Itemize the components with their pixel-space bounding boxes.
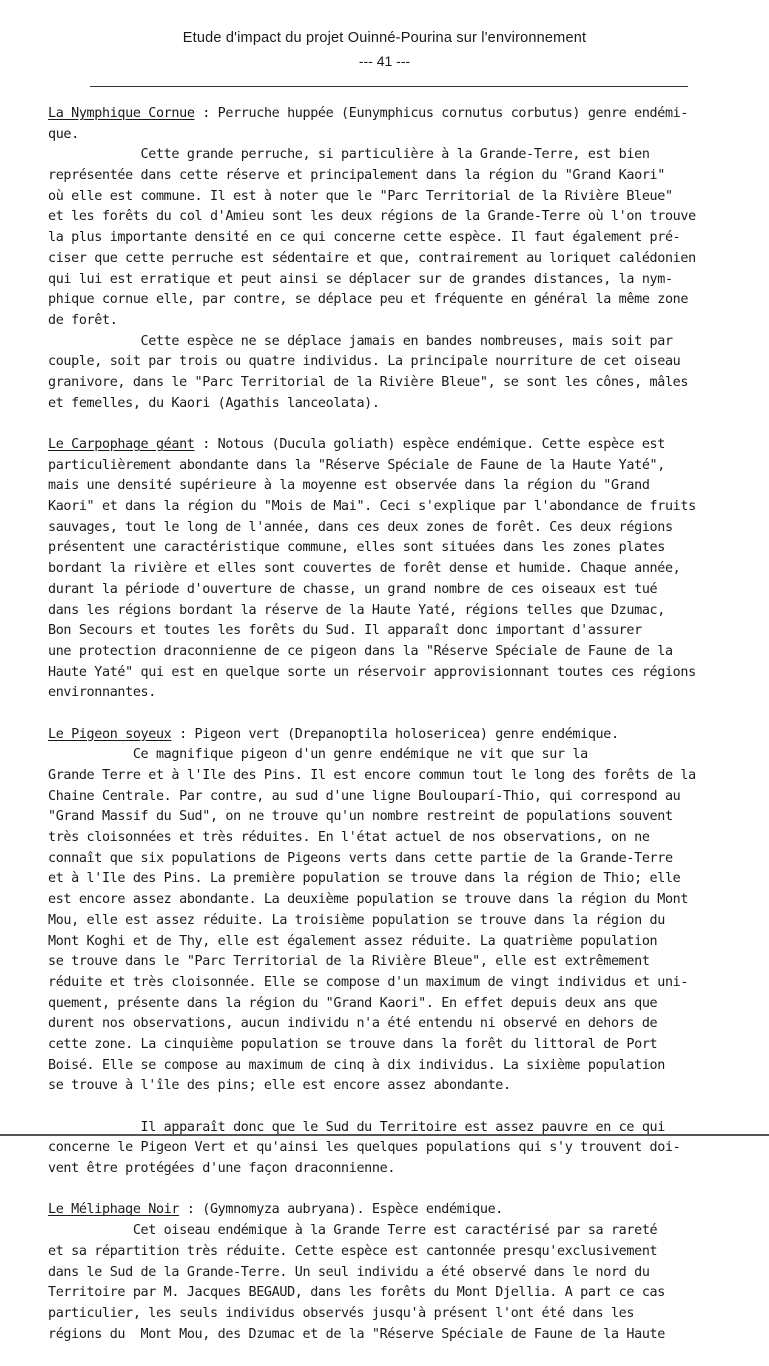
text-line: Cette grande perruche, si particulière à la Grande-Terre, est bien — [48, 147, 650, 163]
text-line: présentent une caractéristique commune, elles sont situées dans les zones plates — [48, 540, 665, 556]
text-line: se trouve à l'île des pins; elle est encore assez abondante. — [48, 1078, 511, 1094]
text-line: et sa répartition très réduite. Cette espèce est cantonnée presqu'exclusivement — [48, 1243, 658, 1259]
text-line: une protection draconnienne de ce pigeon dans la "Réserve Spéciale de Faune de la — [48, 643, 673, 659]
text-line: régions du Mont Mou, des Dzumac et de la "Réserve Spéciale de Faune de la Haute — [48, 1326, 665, 1342]
document-body — [48, 104, 738, 1366]
text-line: quement, présente dans la région du "Grand Kaori". En effet depuis deux ans que — [48, 995, 658, 1011]
text-line: de forêt. — [48, 312, 118, 328]
section-title: Le Pigeon soyeux — [48, 726, 172, 742]
text-line: Il apparaît donc que le Sud du Territoire est assez pauvre en ce qui — [48, 1119, 665, 1135]
document-title: Etude d'impact du projet Ouinné-Pourina sur l'environnement — [182, 30, 587, 46]
text-line: où elle est commune. Il est à noter que le "Parc Territorial de la Rivière Bleue" — [48, 188, 673, 204]
text-line: Territoire par M. Jacques BEGAUD, dans les forêts du Mont Djellia. A part ce cas — [48, 1285, 665, 1301]
text-line: "Grand Massif du Sud", on ne trouve qu'un nombre restreint de populations souvent — [48, 809, 673, 825]
text-line: couple, soit par trois ou quatre individus. La principale nourriture de cet oiseau — [48, 354, 681, 370]
section-title: Le Carpophage géant — [48, 437, 195, 452]
section-heading-line — [48, 435, 738, 456]
text-line: et les forêts du col d'Amieu sont les deux régions de la Grande-Terre où l'on trouve — [48, 209, 696, 225]
text-line: Mont Koghi et de Thy, elle est également assez réduite. La quatrième population — [48, 933, 658, 949]
species-section — [48, 1200, 738, 1345]
header-rule — [90, 86, 688, 87]
section-line-text: : Pigeon vert (Drepanoptila holosericea) genre endémique. — [171, 726, 619, 742]
section-line-text: : Notous (Ducula goliath) espèce endémique. Cette espèce est — [194, 437, 665, 452]
species-section — [48, 725, 738, 1180]
text-line: Haute Yaté" qui est en quelque sorte un réservoir approvisionnant toutes ces régions — [48, 664, 696, 680]
text-line: réduite et très cloisonnée. Elle se compose d'un maximum de vingt individus et uni- — [48, 974, 689, 990]
section-heading-line — [48, 104, 738, 125]
species-section — [48, 104, 738, 414]
text-line: environnantes. — [48, 685, 156, 701]
section-line-text: : (Gymnomyza aubryana). Espèce endémique. — [179, 1202, 504, 1218]
text-line: durent nos observations, aucun individu n'a été entendu ni observé en dehors de — [48, 1016, 658, 1032]
section-title: La Nymphique Cornue — [48, 106, 195, 121]
text-line: représentée dans cette réserve et principalement dans la région du "Grand Kaori" — [48, 168, 665, 184]
text-line: très cloisonnées et très réduites. En l'état actuel de nos observations, on ne — [48, 830, 650, 846]
text-line: se trouve dans le "Parc Territorial de la Rivière Bleue", elle est extrêmement — [48, 954, 650, 970]
page-number: --- 41 --- — [358, 53, 411, 69]
text-line: Chaine Centrale. Par contre, au sud d'une ligne Boulouparí-Thio, qui correspond au — [48, 788, 681, 804]
text-line: bordant la rivière et elles sont couvertes de forêt dense et humide. Chaque année, — [48, 561, 681, 577]
text-line: particulier, les seuls individus observés jusqu'à présent l'ont été dans les — [48, 1305, 635, 1321]
text-line: qui lui est erratique et peut ainsi se déplacer sur de grandes distances, la nym- — [48, 271, 673, 287]
text-line: cette zone. La cinquième population se trouve dans la forêt du littoral de Port — [48, 1036, 658, 1052]
species-section — [48, 435, 738, 704]
section-heading-line — [48, 725, 738, 746]
text-line: que. — [48, 126, 79, 142]
text-line: Grande Terre et à l'Ile des Pins. Il est encore commun tout le long des forêts de la — [48, 768, 696, 783]
text-line: durant la période d'ouverture de chasse, un grand nombre de ces oiseaux est tué — [48, 581, 658, 597]
text-line: vent être protégées d'une façon draconnienne. — [48, 1161, 396, 1177]
section-line-text: : Perruche huppée (Eunymphicus cornutus corbutus) genre endémi- — [194, 106, 689, 121]
bottom-edge-line — [0, 1134, 769, 1136]
text-line: ciser que cette perruche est sédentaire et que, contrairement au loriquet calédonien — [48, 250, 696, 266]
text-line: dans le Sud de la Grande-Terre. Un seul individu a été observé dans le nord du — [48, 1264, 650, 1280]
text-line: particulièrement abondante dans la "Réserve Spéciale de Faune de la Haute Yaté", — [48, 457, 665, 473]
text-line: Bon Secours et toutes les forêts du Sud. Il apparaît donc important d'assurer — [48, 623, 642, 639]
text-line: granivore, dans le "Parc Territorial de la Rivière Bleue", se sont les cônes, mâles — [48, 374, 689, 390]
text-line: dans les régions bordant la réserve de la Haute Yaté, régions telles que Dzumac, — [48, 602, 665, 618]
section-title: Le Méliphage Noir — [48, 1202, 180, 1218]
text-line: est encore assez abondante. La deuxième population se trouve dans la région du Mont — [48, 892, 689, 908]
section-heading-line — [48, 1200, 738, 1221]
text-line: la plus importante densité en ce qui concerne cette espèce. Il faut également pré- — [48, 230, 681, 246]
text-line: concerne le Pigeon Vert et qu'ainsi les quelques populations qui s'y trouvent doi- — [48, 1140, 681, 1156]
text-line: Cet oiseau endémique à la Grande Terre est caractérisé par sa rareté — [48, 1223, 658, 1239]
text-line: phique cornue elle, par contre, se déplace peu et fréquente en général la même zone — [48, 292, 689, 308]
text-line: Cette espèce ne se déplace jamais en bandes nombreuses, mais soit par — [48, 333, 673, 349]
text-line: et à l'Ile des Pins. La première population se trouve dans la région de Thio; elle — [48, 871, 681, 887]
text-line: Boisé. Elle se compose au maximum de cinq à dix individus. La sixième population — [48, 1057, 665, 1073]
text-line: et femelles, du Kaori (Agathis lanceolata). — [48, 395, 380, 411]
text-line: connaît que six populations de Pigeons verts dans cette partie de la Grande-Terre — [48, 850, 673, 866]
text-line: Kaori" et dans la région du "Mois de Mai". Ceci s'explique par l'abondance de fruits — [48, 499, 696, 515]
text-line: Ce magnifique pigeon d'un genre endémique ne vit que sur la — [48, 747, 588, 763]
text-line: mais une densité supérieure à la moyenne est observée dans la région du "Grand — [48, 478, 650, 494]
text-line — [48, 1097, 738, 1118]
text-line: sauvages, tout le long de l'année, dans ces deux zones de forêt. Ces deux régions — [48, 519, 673, 535]
text-line: Mou, elle est assez réduite. La troisième population se trouve dans la région du — [48, 912, 665, 928]
